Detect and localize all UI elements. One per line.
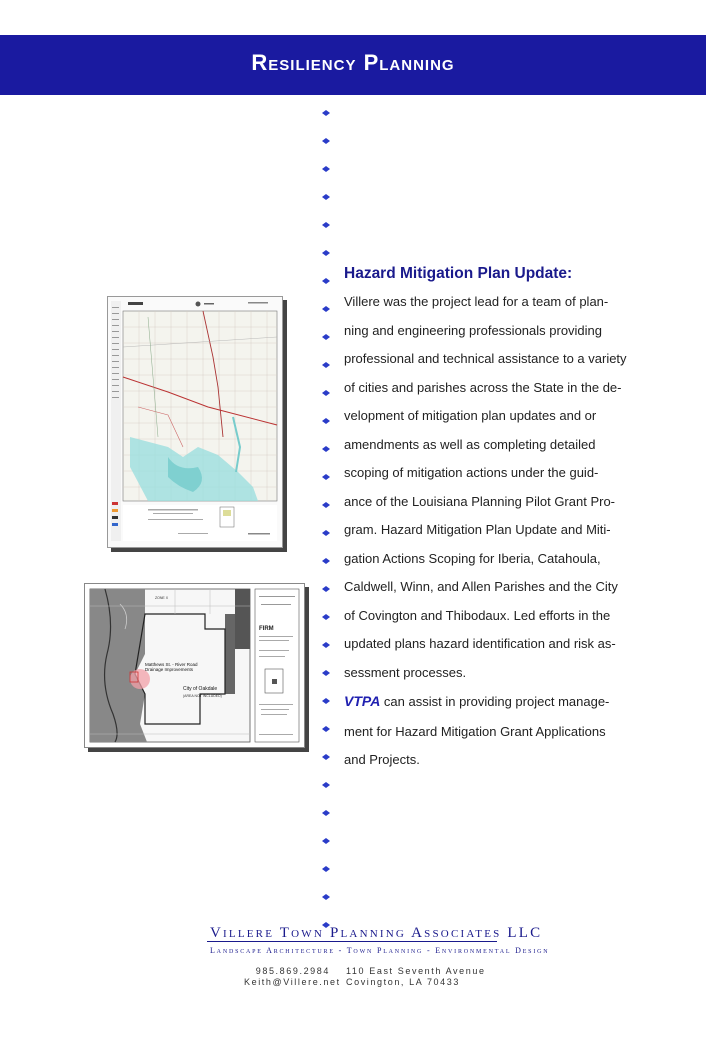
diamond-bullet-icon bbox=[322, 334, 330, 340]
diamond-bullet-icon bbox=[322, 250, 330, 256]
paragraph-line: velopment of mitigation plan updates and or bbox=[344, 408, 597, 423]
flood-map-image bbox=[84, 583, 305, 748]
paragraph-line: sessment processes. bbox=[344, 664, 467, 680]
diamond-bullet-icon bbox=[322, 558, 330, 564]
diamond-bullet-icon bbox=[322, 278, 330, 284]
paragraph-line: gation Actions Scoping for Iberia, Catahoula, bbox=[344, 550, 601, 566]
company-services: Landscape Architecture - Town Planning - Environmental Design bbox=[210, 946, 550, 955]
zone-label: ZONE X bbox=[155, 596, 169, 600]
paragraph-line: of cities and parishes across the State in the de- bbox=[344, 379, 622, 395]
paragraph-line: professional and technical assistance to a variety bbox=[344, 351, 627, 366]
diamond-bullet-icon bbox=[322, 838, 330, 844]
diamond-bullet-icon bbox=[322, 222, 330, 228]
paragraph-line: scoping of mitigation actions under the guid- bbox=[344, 465, 599, 480]
email-link[interactable]: Keith@Villere.net bbox=[244, 977, 341, 987]
topographic-map-drawing bbox=[108, 297, 282, 547]
project-label-2: Drainage Improvements bbox=[145, 667, 194, 672]
diamond-bullet-icon bbox=[322, 474, 330, 480]
paragraph-line: gram. Hazard Mitigation Plan Update and Miti- bbox=[344, 522, 611, 537]
diamond-bullet-icon bbox=[322, 138, 330, 144]
paragraph-line: ning and engineering professionals providing bbox=[344, 322, 603, 338]
brand-name: VTPA bbox=[344, 693, 381, 709]
diamond-bullet-icon bbox=[322, 642, 330, 648]
topographic-map-image bbox=[107, 296, 283, 548]
diamond-bullet-icon bbox=[322, 530, 330, 536]
contact-left bbox=[244, 966, 341, 988]
company-name: Villere Town Planning Associates LLC bbox=[210, 925, 543, 941]
diamond-bullet-icon bbox=[322, 586, 330, 592]
paragraph-line: of Covington and Thibodaux. Led efforts in the bbox=[344, 607, 611, 623]
diamond-bullet-icon bbox=[322, 446, 330, 452]
paragraph-line: and Projects. bbox=[344, 752, 420, 767]
bullet-column bbox=[322, 110, 336, 930]
diamond-bullet-icon bbox=[322, 502, 330, 508]
diamond-bullet-icon bbox=[322, 894, 330, 900]
city-label: City of Oakdale bbox=[183, 686, 218, 692]
paragraph-line: ment for Hazard Mitigation Grant Applications bbox=[344, 723, 606, 739]
section-heading: Hazard Mitigation Plan Update: bbox=[344, 265, 573, 282]
paragraph-line: amendments as well as completing detailed bbox=[344, 436, 596, 452]
flood-map-drawing bbox=[85, 584, 304, 747]
brand-line bbox=[344, 687, 644, 717]
page-title: Resiliency Planning bbox=[251, 50, 455, 75]
diamond-bullet-icon bbox=[322, 362, 330, 368]
paragraph-line: updated plans hazard identification and risk as- bbox=[344, 636, 616, 651]
diamond-bullet-icon bbox=[322, 110, 330, 116]
project-label: Matthews St. - River Road bbox=[145, 662, 198, 667]
paragraph-line: ance of the Louisiana Planning Pilot Grant Pro- bbox=[344, 493, 616, 509]
diamond-bullet-icon bbox=[322, 782, 330, 788]
diamond-bullet-icon bbox=[322, 390, 330, 396]
diamond-bullet-icon bbox=[322, 726, 330, 732]
diamond-bullet-icon bbox=[322, 866, 330, 872]
diamond-bullet-icon bbox=[322, 754, 330, 760]
diamond-bullet-icon bbox=[322, 194, 330, 200]
section-paragraph bbox=[344, 288, 644, 775]
diamond-bullet-icon bbox=[322, 614, 330, 620]
contact-right bbox=[346, 966, 486, 988]
paragraph-line: Caldwell, Winn, and Allen Parishes and the City bbox=[344, 579, 618, 594]
header-banner bbox=[0, 35, 706, 95]
area-label: (AREA NOT INCLUDED) bbox=[183, 694, 222, 698]
diamond-bullet-icon bbox=[322, 810, 330, 816]
footer-rule bbox=[207, 941, 497, 942]
address-line-1: 110 East Seventh Avenue bbox=[346, 966, 486, 976]
firm-label: FIRM bbox=[259, 626, 274, 632]
diamond-bullet-icon bbox=[322, 166, 330, 172]
diamond-bullet-icon bbox=[322, 670, 330, 676]
brand-line-text: can assist in providing project manage- bbox=[380, 694, 610, 709]
phone-number: 985.869.2984 bbox=[255, 966, 330, 976]
paragraph-line: Villere was the project lead for a team of plan- bbox=[344, 294, 609, 309]
diamond-bullet-icon bbox=[322, 418, 330, 424]
address-line-2: Covington, LA 70433 bbox=[346, 977, 460, 987]
diamond-bullet-icon bbox=[322, 698, 330, 704]
diamond-bullet-icon bbox=[322, 306, 330, 312]
